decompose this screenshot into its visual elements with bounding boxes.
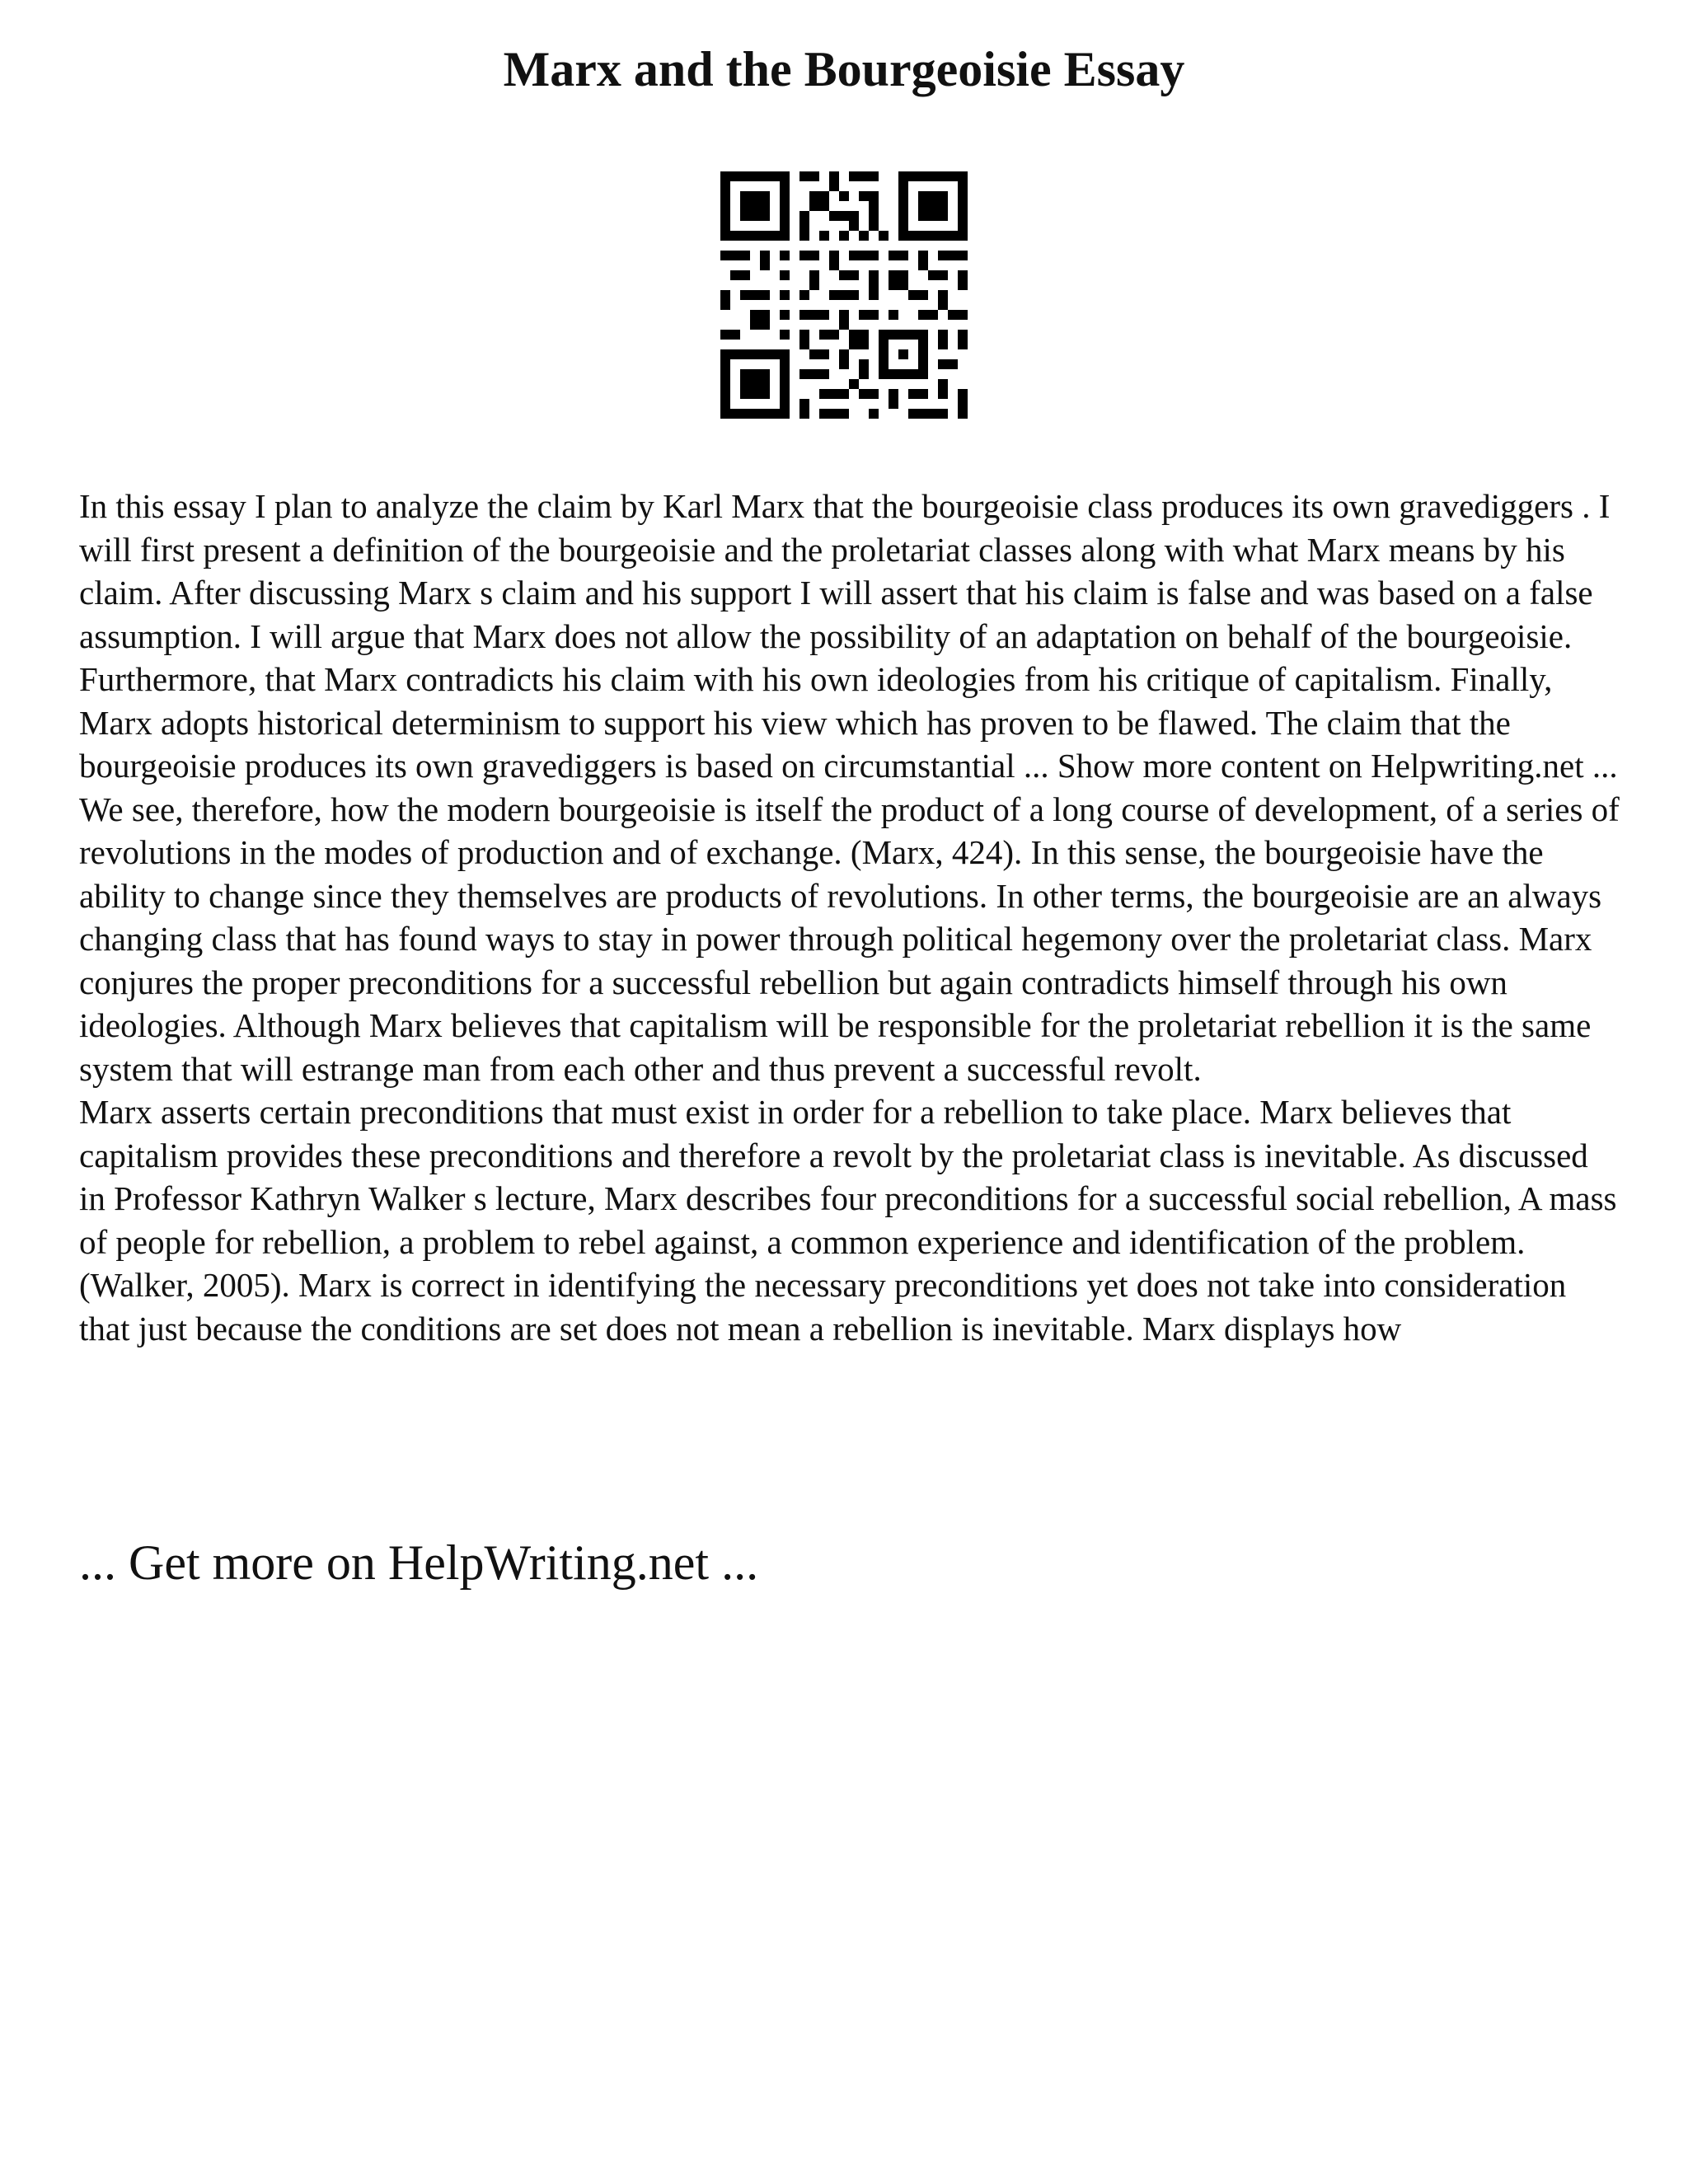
qr-code-icon	[720, 171, 968, 419]
get-more-link[interactable]: ... Get more on HelpWriting.net ...	[79, 1535, 759, 1590]
page-title: Marx and the Bourgeoisie Essay	[503, 42, 1185, 96]
essay-body	[79, 485, 1620, 1350]
paragraph: In this essay I plan to analyze the claim by Karl Marx that the bourgeoisie class produces its own gravediggers . I will first present a definition of the bourgeoisie and the proletariat classes along with what Marx means by his claim. After discussing Marx s claim and his support I will assert that his claim is false and was based on a false assumption. I will argue that Marx does not allow the possibility of an adaptation on behalf of the bourgeoisie. Furthermore, that Marx contradicts his claim with his own ideologies from his critique of capitalism. Finally, Marx adopts historical determinism to support his view which has proven to be flawed. The claim that the bourgeoisie produces its own gravediggers is based on circumstantial ... Show more content on Helpwriting.net ...	[79, 487, 1618, 785]
paragraph: Marx asserts certain preconditions that must exist in order for a rebellion to take place. Marx believes that capitalism provides these preconditions and therefore a revolt by the proletariat class is inevitable. As discussed in Professor Kathryn Walker s lecture, Marx describes four preconditions for a successful social rebellion, A mass of people for rebellion, a problem to rebel against, a common experience and identification of the problem. (Walker, 2005). Marx is correct in identifying the necessary preconditions yet does not take into consideration that just because the conditions are set does not mean a rebellion is inevitable. Marx displays how	[79, 1093, 1617, 1347]
paragraph: We see, therefore, how the modern bourgeoisie is itself the product of a long course of development, of a series of revolutions in the modes of production and of exchange. (Marx, 424). In this sense, the bourgeoisie have the ability to change since they themselves are products of revolutions. In other terms, the bourgeoisie are an always changing class that has found ways to stay in power through political hegemony over the proletariat class. Marx conjures the proper preconditions for a successful rebellion but again contradicts himself through his own ideologies. Although Marx believes that capitalism will be responsible for the proletariat rebellion it is the same system that will estrange man from each other and thus prevent a successful revolt.	[79, 790, 1620, 1088]
